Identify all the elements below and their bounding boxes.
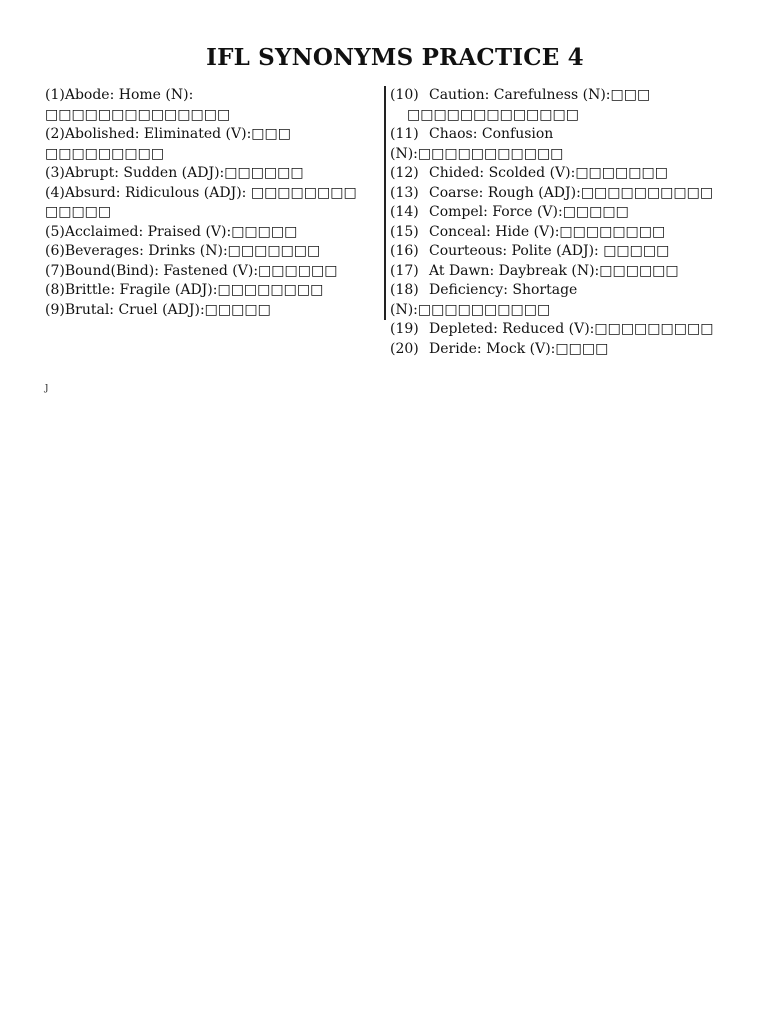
synonym-entry (45, 281, 375, 301)
entry-number: (5) (45, 223, 65, 240)
synonym-line (390, 321, 713, 337)
stray-mark: ȷ (45, 380, 49, 393)
synonym-line (390, 165, 668, 181)
synonym-line (45, 87, 230, 123)
entry-number: (1) (45, 87, 65, 103)
entry-text: Brutal: Cruel (ADJ):□□□□□ (64, 301, 271, 318)
entry-number: (6) (45, 243, 65, 259)
entry-number: (7) (45, 262, 65, 279)
synonym-entry (45, 301, 375, 321)
synonym-entry (390, 125, 730, 164)
synonym-line (390, 282, 577, 318)
synonym-line (390, 243, 669, 259)
entry-text: Abode: Home (N): □□□□□□□□□□□□□□ (45, 87, 231, 123)
synonym-entry (45, 184, 375, 223)
synonym-line (45, 243, 320, 259)
entry-number: (2) (45, 126, 65, 142)
entry-text: Beverages: Drinks (N):□□□□□□□ (64, 243, 321, 259)
entry-continuation: □□□□□□□□□□□□□ (407, 106, 579, 123)
entry-text: Deficiency: Shortage (N):□□□□□□□□□□ (390, 282, 578, 318)
synonym-entry (390, 223, 730, 243)
synonym-entry (390, 281, 730, 320)
entry-number: (12) (390, 165, 419, 181)
entry-number: (3) (45, 165, 65, 181)
synonym-entry (45, 125, 375, 164)
entry-number: (16) (390, 243, 419, 259)
entry-text: Compel: Force (V):□□□□□ (429, 204, 629, 220)
synonym-entry (390, 164, 730, 184)
synonym-entry (390, 242, 730, 262)
entry-number: (9) (45, 301, 65, 318)
entry-text: Abolished: Eliminated (V):□□□ (64, 126, 291, 142)
synonym-line (45, 302, 271, 318)
synonym-line (390, 204, 629, 220)
entry-text: Brittle: Fragile (ADJ):□□□□□□□□ (64, 282, 324, 298)
synonym-line (390, 224, 665, 240)
entry-text: Deride: Mock (V):□□□□ (429, 340, 609, 357)
page-title: IFL SYNONYMS PRACTICE 4 (206, 44, 584, 71)
entry-number: (19) (390, 321, 419, 337)
synonym-line (390, 87, 650, 103)
entry-text: Courteous: Polite (ADJ): □□□□□ (429, 243, 670, 259)
synonym-line (45, 224, 297, 240)
entry-text: Absurd: Ridiculous (ADJ): □□□□□□□□ (64, 184, 357, 201)
entry-text: Acclaimed: Praised (V):□□□□□ (64, 223, 298, 240)
entry-text: Abrupt: Sudden (ADJ):□□□□□□ (64, 165, 304, 181)
entry-number: (8) (45, 282, 65, 298)
synonym-entry (45, 262, 375, 282)
entry-text: Coarse: Rough (ADJ):□□□□□□□□□□ (429, 184, 714, 201)
entry-text: Bound(Bind): Fastened (V):□□□□□□ (64, 262, 338, 279)
synonym-line (45, 165, 304, 181)
entry-number: (17) (390, 262, 419, 279)
synonym-line (390, 263, 679, 279)
entry-continuation: □□□□□ (45, 204, 112, 220)
synonym-line (45, 185, 357, 201)
synonym-entry (390, 320, 730, 340)
entry-text: At Dawn: Daybreak (N):□□□□□□ (429, 262, 679, 279)
left-column (45, 86, 375, 320)
synonym-entry (45, 242, 375, 262)
synonym-entry (390, 203, 730, 223)
entry-text: Conceal: Hide (V):□□□□□□□□ (429, 223, 666, 240)
synonym-entry (390, 262, 730, 282)
entry-number: (18) (390, 282, 419, 298)
entry-text: Caution: Carefulness (N):□□□ (429, 87, 651, 103)
synonym-line (390, 185, 713, 201)
synonym-entry (45, 223, 375, 243)
synonym-entry (390, 86, 730, 125)
entry-number: (13) (390, 184, 419, 201)
synonym-line (45, 263, 337, 279)
entry-number: (14) (390, 204, 419, 220)
synonym-entry (45, 164, 375, 184)
right-column (390, 86, 730, 359)
synonym-entry (390, 184, 730, 204)
synonym-line (45, 126, 291, 142)
entry-text: Chaos: Confusion (N):□□□□□□□□□□□ (390, 126, 564, 162)
entry-text: Depleted: Reduced (V):□□□□□□□□□ (429, 321, 714, 337)
synonym-entry (45, 86, 375, 125)
entry-number: (4) (45, 184, 65, 201)
column-divider (384, 86, 386, 320)
synonym-line (390, 126, 563, 162)
entry-text: Chided: Scolded (V):□□□□□□□ (429, 165, 668, 181)
synonym-line (390, 341, 608, 357)
entry-number: (15) (390, 223, 419, 240)
synonym-line (45, 282, 323, 298)
entry-number: (11) (390, 126, 419, 142)
entry-number: (20) (390, 340, 419, 357)
entry-number: (10) (390, 87, 419, 103)
synonym-entry (390, 340, 730, 360)
entry-continuation: □□□□□□□□□ (45, 145, 165, 162)
